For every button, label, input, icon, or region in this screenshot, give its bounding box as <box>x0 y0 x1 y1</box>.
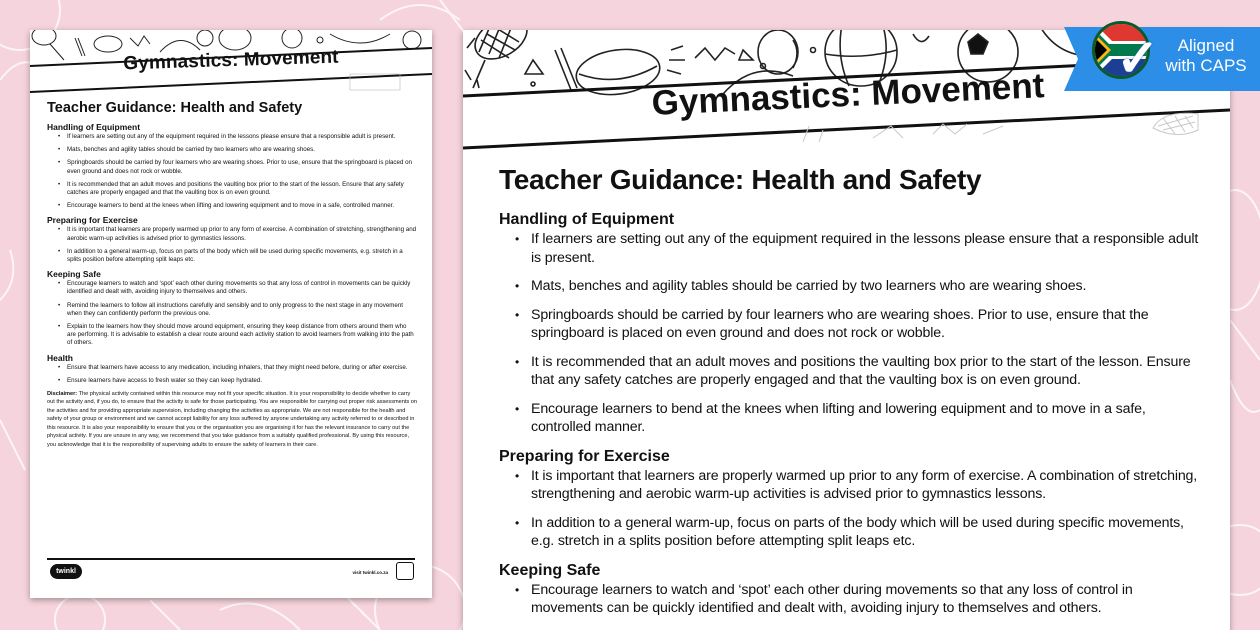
list-item: • Remind the learners to follow all instructions carefully and sensibly and to only progress to the next stage in any movement when they can confidently perform the previous one. <box>47 302 419 318</box>
document-heading: Teacher Guidance: Health and Safety <box>499 164 982 195</box>
document-zoomed-page <box>463 30 1230 630</box>
section-heading: Preparing for Exercise <box>499 447 670 465</box>
list-item: • It is recommended that an adult moves and positions the vaulting box prior to the start of the lesson. Ensure that any safety catches are properly engaged and that the vaulting box is on even ground. <box>499 353 1199 390</box>
list-item: • It is important that learners are properly warmed up prior to any form of exercise. A combination of stretching, strengthening and aerobic warm-up activities is advised prior to gymnastics lessons. <box>47 226 419 242</box>
list-item: • Springboards should be carried by four learners who are wearing shoes. Prior to use, ensure that the springboard is placed on even ground and does not rock or wobble. <box>47 159 419 175</box>
badge-label <box>1156 36 1256 76</box>
section-heading: Keeping Safe <box>47 269 101 280</box>
bullet-list <box>47 226 419 264</box>
list-item: • Explain to the learners how they should move around equipment, ensuring they keep distance from others around them who are performing. It is advisable to establish a clear route around each activity station to avoid learners from walking into the path of others. <box>47 323 419 348</box>
list-item: • Mats, benches and agility tables should be carried by two learners who are wearing shoes. <box>499 277 1199 296</box>
document-thumbnail-page <box>30 30 432 598</box>
list-item: • In addition to a general warm-up, focus on parts of the body which will be used during specific movements, e.g. stretch in a splits position before attempting split leaps etc. <box>47 248 419 264</box>
list-item: • Springboards should be carried by four learners who are wearing shoes. Prior to use, ensure that the springboard is placed on even ground and does not rock or wobble. <box>499 306 1199 343</box>
section-heading: Preparing for Exercise <box>47 215 138 226</box>
list-item: • If learners are setting out any of the equipment required in the lessons please ensure that a responsible adult is present. <box>499 230 1199 267</box>
document-body <box>47 100 419 449</box>
disclaimer <box>47 390 419 449</box>
list-item: • Mats, benches and agility tables should be carried by two learners who are wearing shoes. <box>47 146 419 154</box>
aligned-with-caps-badge <box>1064 27 1260 91</box>
list-item: • Ensure that learners have access to any medication, including inhalers, that they might need before, during or after exercise. <box>47 364 419 372</box>
bullet-list <box>47 364 419 385</box>
list-item: • Encourage learners to watch and ‘spot’ each other during movements so that any loss of control in movements can be quickly identified and dealt with, avoiding injury to themselves and others. <box>47 280 419 296</box>
disclaimer-text: The physical activity contained within this resource may not fit your specific situation. It is your responsibility to decide whether to carry out the activity and, if you do, to ensure that the activity is safe for those participating. You are responsible for carrying out proper risk assessments on the activities and for providing appropriate supervision, including changing the activities as appropriate. We are not responsible for the health and safety of your group or environment and we cannot accept liability for any loss suffered by anyone undertaking any activity referred to or described in this resource. It is also your responsibility to ensure that you or the organisation you are organising it for has the relevant insurance to carry out the physical activity. If you are unsure in any way, we recommend that you take guidance from a suitably qualified professional. By using this resource, you acknowledge that it is the responsibility of supervising adults to ensure the safety of learners in their care. <box>47 391 418 448</box>
section-heading: Health <box>47 352 73 363</box>
bullet-list <box>47 133 419 210</box>
list-item: • It is important that learners are properly warmed up prior to any form of exercise. A combination of stretching, strengthening and aerobic warm-up activities is advised prior to gymnastics lessons. <box>499 467 1199 504</box>
list-item: • Ensure learners have access to fresh water so they can keep hydrated. <box>47 377 419 385</box>
list-item: • In addition to a general warm-up, focus on parts of the body which will be used during specific movements, e.g. stretch in a splits position before attempting split leaps etc. <box>499 514 1199 551</box>
list-item: • Encourage learners to watch and ‘spot’ each other during movements so that any loss of control in movements can be quickly identified and dealt with, avoiding injury to themselves and others. <box>499 581 1199 618</box>
section-heading: Handling of Equipment <box>499 211 675 228</box>
document-heading: Teacher Guidance: Health and Safety <box>47 100 303 116</box>
list-item: • Encourage learners to bend at the knees when lifting and lowering equipment and to move in a safe, controlled manner. <box>499 400 1199 437</box>
badge-line-1: Aligned <box>1177 36 1235 55</box>
disclaimer-label: Disclaimer: <box>47 391 78 398</box>
bullet-list <box>499 230 1199 437</box>
bullet-list <box>47 280 419 347</box>
section-heading: Handling of Equipment <box>47 122 141 132</box>
twinkl-logo: twinkl <box>50 564 82 579</box>
footer-divider <box>47 558 415 560</box>
checkmark-icon: ✓ <box>1116 30 1160 88</box>
bullet-list <box>499 581 1199 618</box>
quality-badge-icon <box>396 562 414 580</box>
list-item: • Encourage learners to bend at the knees when lifting and lowering equipment and to move in a safe, controlled manner. <box>47 202 419 210</box>
list-item: • If learners are setting out any of the equipment required in the lessons please ensure that a responsible adult is present. <box>47 133 419 141</box>
document-title: Gymnastics: Movement <box>650 66 1046 123</box>
document-body <box>499 164 1199 628</box>
section-heading: Keeping Safe <box>499 561 601 579</box>
badge-line-2: with CAPS <box>1165 56 1247 75</box>
document-title: Gymnastics: Movement <box>123 46 339 75</box>
footer-website: visit twinkl.co.za <box>352 570 388 575</box>
bullet-list <box>499 467 1199 551</box>
list-item: • It is recommended that an adult moves and positions the vaulting box prior to the start of the lesson. Ensure that any safety catches are properly engaged and that the vaulting box is on even ground. <box>47 181 419 197</box>
